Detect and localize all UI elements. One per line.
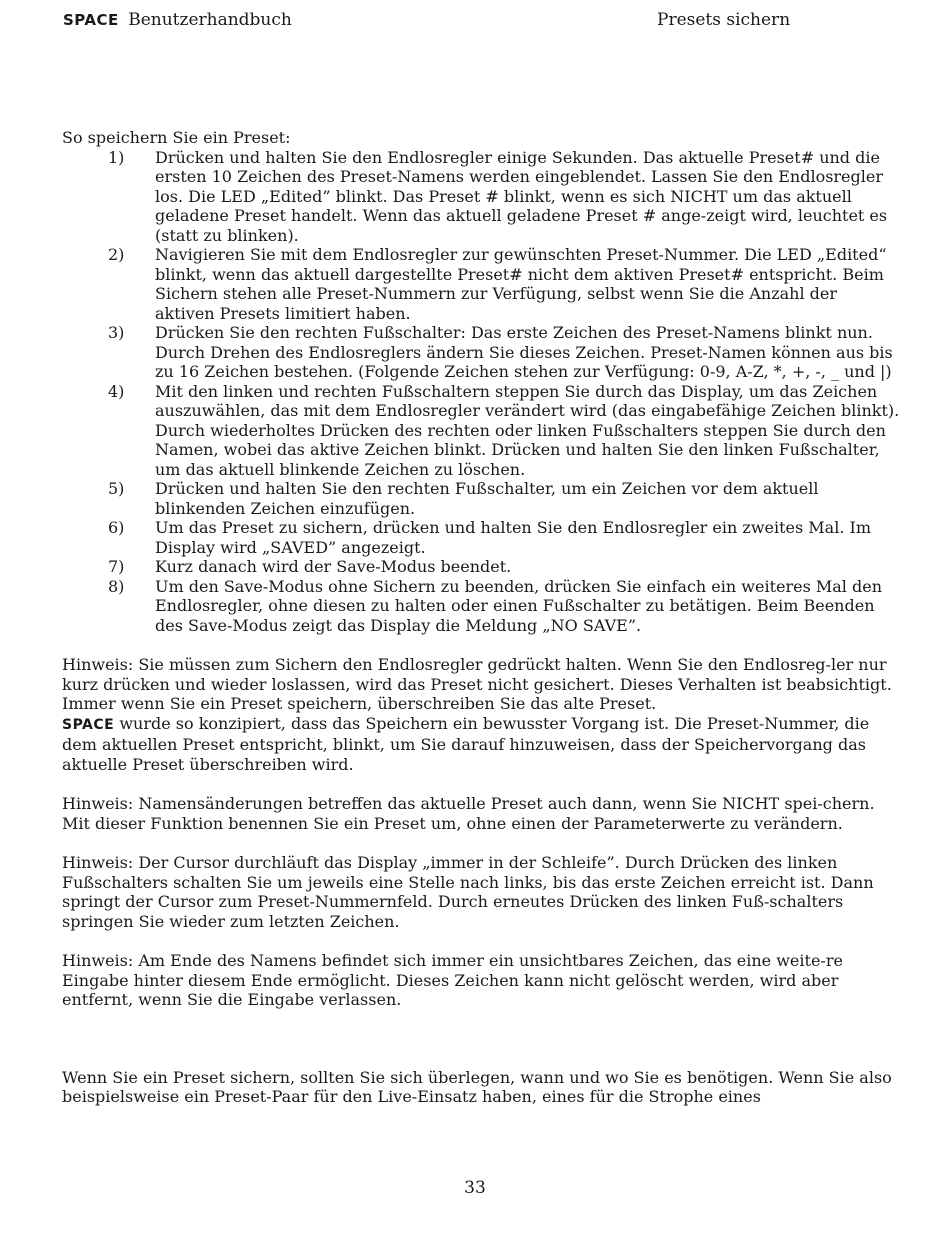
note-saving-text: Hinweis: Sie müssen zum Sichern den Endlosregler gedrückt halten. Wenn Sie den Endlosreg-ler nur kurz drücken und wieder loslassen, wird das Preset nicht gesichert. Dieses Verhalten ist beabsichtigt. Immer wenn Sie ein Preset speichern, überschreiben Sie das alte Preset. (62, 655, 892, 713)
page-header (63, 10, 950, 34)
list-item (62, 382, 900, 480)
page-body (62, 128, 900, 1107)
step-number: 7) (108, 557, 125, 576)
step-number: 8) (108, 576, 125, 596)
list-item (62, 557, 900, 577)
list-item (62, 148, 900, 246)
list-item (62, 479, 900, 518)
page-number: 33 (464, 1178, 486, 1198)
manual-title: Benutzerhandbuch (128, 10, 292, 30)
note-cursor: Hinweis: Der Cursor durchläuft das Display „immer in der Schleife”. Durch Drücken des linken Fußschalters schalten Sie um jeweils eine Stelle nach links, bis das erste Zeichen erreicht ist. Dann springt der Cursor zum Preset-Nummernfeld. Durch erneutes Drücken des linken Fuß-schalters springen Sie wieder zum letzten Zeichen. (62, 853, 874, 931)
step-text: Kurz danach wird der Save-Modus beendet. (155, 557, 512, 576)
step-number: 2) (108, 245, 125, 264)
step-text: Drücken Sie den rechten Fußschalter: Das erste Zeichen des Preset-Namens blinkt nun. Durch Drehen des Endlosreglers ändern Sie dieses Zeichen. Preset-Namen können aus bis zu 16 Zeichen bestehen. (Folgende Zeichen stehen zur Verfügung: 0-9, A-Z, *, +, -, _ und |) (155, 323, 893, 381)
intro-text: So speichern Sie ein Preset: (62, 128, 291, 147)
list-item (62, 577, 900, 636)
step-text: Um das Preset zu sichern, drücken und halten Sie den Endlosregler ein zweites Mal. Im Display wird „SAVED” angezeigt. (155, 518, 871, 557)
step-text: Drücken und halten Sie den rechten Fußschalter, um ein Zeichen vor dem aktuell blinkenden Zeichen einzufügen. (155, 479, 819, 518)
section-title: Presets sichern (657, 10, 791, 30)
step-text: Um den Save-Modus ohne Sichern zu beenden, drücken Sie einfach ein weiteres Mal den Endlosregler, ohne diesen zu halten oder einen Fußschalter zu betätigen. Beim Beenden des Save-Modus zeigt das Display die Meldung „NO SAVE”. (155, 576, 883, 635)
step-text: Mit den linken und rechten Fußschaltern steppen Sie durch das Display, um das Zeichen auszuwählen, das mit dem Endlosregler verändert wird (das eingabefähige Zeichen blinkt). Durch wiederholtes Drücken des rechten oder linken Fußschalters steppen Sie durch den Namen, wobei das aktive Zeichen blinkt. Drücken und halten Sie den linken Fußschalter, um das aktuell blinkende Zeichen zu löschen. (155, 381, 900, 479)
steps-list (62, 148, 900, 636)
note-invisible-character: Hinweis: Am Ende des Namens befindet sich immer ein unsichtbares Zeichen, das eine weite-re Eingabe hinter diesem Ende ermöglicht. Dieses Zeichen kann nicht gelöscht werden, wird aber entfernt, wenn Sie die Eingabe verlassen. (62, 951, 843, 1009)
note-saving-text-continued: wurde so konzipiert, dass das Speichern ein bewusster Vorgang ist. Die Preset-Nummer, die dem aktuellen Preset entspricht, blinkt, um Sie darauf hinzuweisen, dass der Speichervorgang das aktuelle Preset überschreiben wird. (62, 713, 870, 774)
step-number: 6) (108, 518, 125, 537)
list-item (62, 323, 900, 382)
list-item (62, 245, 900, 323)
step-number: 3) (108, 323, 125, 342)
step-text: Drücken und halten Sie den Endlosregler einige Sekunden. Das aktuelle Preset# und die ersten 10 Zeichen des Preset-Namens werden eingeblendet. Lassen Sie den Endlosregler los. Die LED „Edited” blinkt. Das Preset # blinkt, wenn es sich NICHT um das aktuell geladene Preset handelt. Wenn das aktuell geladene Preset # ange-zeigt wird, leuchtet es (statt zu blinken). (155, 147, 888, 245)
inline-brand-logo: SPACE (62, 716, 115, 733)
step-number: 1) (108, 147, 125, 167)
step-text: Navigieren Sie mit dem Endlosregler zur gewünschten Preset-Nummer. Die LED „Edited“ blinkt, wenn das aktuell dargestellte Preset# nicht dem aktiven Preset# entspricht. Beim Sichern stehen alle Preset-Nummern zur Verfügung, selbst wenn Sie die Anzahl der aktiven Presets limitiert haben. (155, 245, 887, 323)
note-renaming: Hinweis: Namensänderungen betreffen das aktuelle Preset auch dann, wenn Sie NICHT spei-chern. Mit dieser Funktion benennen Sie ein Preset um, ohne einen der Parameterwerte zu verändern. (62, 794, 875, 833)
step-number: 5) (108, 479, 125, 498)
list-item (62, 518, 900, 557)
note-saving (62, 655, 900, 774)
closing-paragraph: Wenn Sie ein Preset sichern, sollten Sie sich überlegen, wann und wo Sie es benötigen. Wenn Sie also beispielsweise ein Preset-Paar für den Live-Einsatz haben, eines für die Strophe eines (62, 1067, 892, 1106)
step-number: 4) (108, 381, 125, 401)
brand-logo: SPACE (63, 11, 119, 29)
